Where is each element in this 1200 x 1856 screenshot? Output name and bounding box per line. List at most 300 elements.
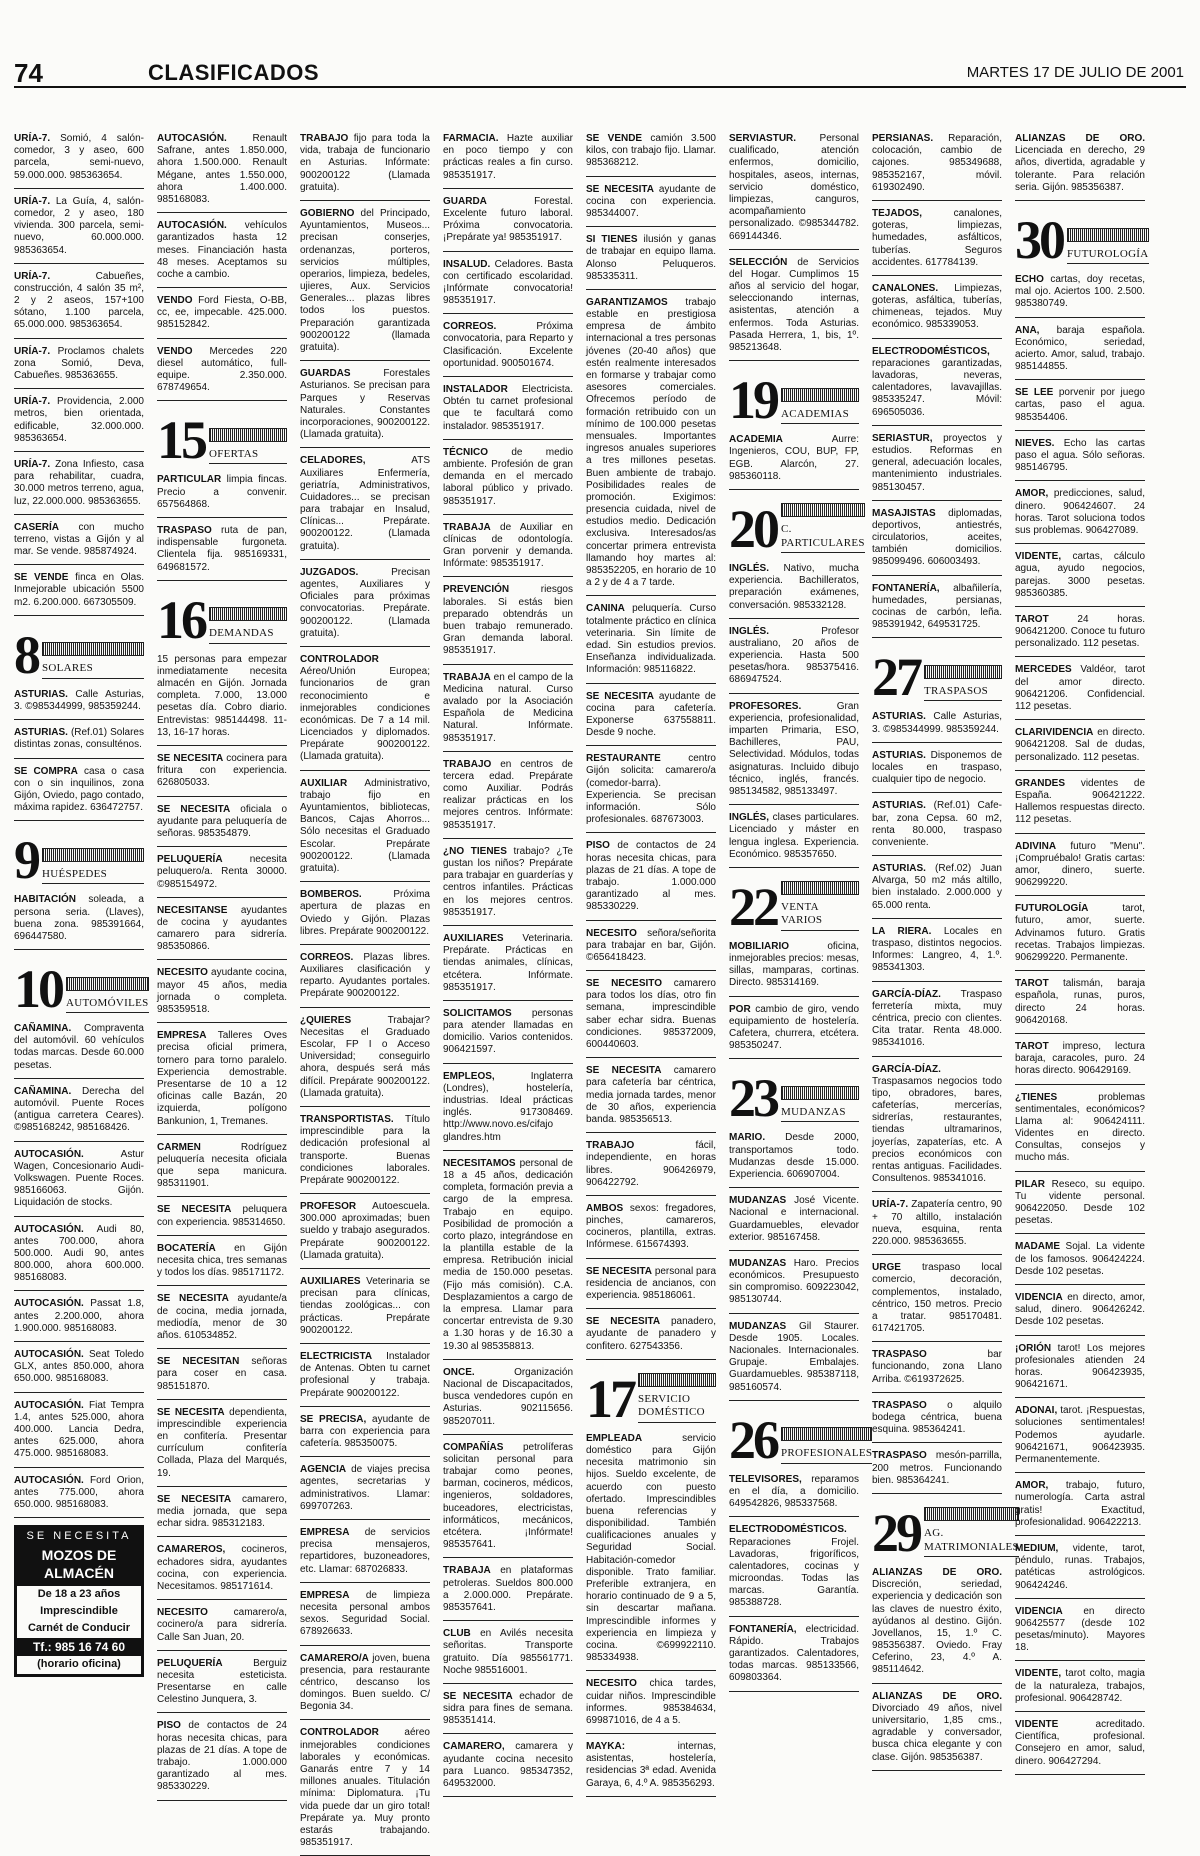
ad-keyword: MUDANZAS	[729, 1195, 787, 1207]
ad-keyword: MEDIUM,	[1015, 1542, 1059, 1554]
ad-keyword: ECHO	[1015, 273, 1044, 285]
ad-text: 15 personas para empezar inmediatamente necesita almacén en Gijón. Jornada completa. 7.000, 13.000 pesetas día. Cobro diario. Entrevistas: 985144498. 11-13, 16-17 horas.	[157, 653, 287, 738]
ad-keyword: CORREOS.	[443, 321, 497, 333]
ad-keyword: SE NECESITA	[586, 1316, 661, 1328]
classified-ad	[157, 220, 287, 288]
ad-keyword: AUTOCASIÓN.	[14, 1223, 84, 1235]
classified-ad	[586, 184, 716, 228]
ad-text: ATS Auxiliares Enfermería, geriatría, Administrativos, Cuidadores... se precisan para trabajar en Insalud, Clínicas... Prepárate. 900200122. (Llamada gratuita).	[300, 455, 430, 552]
ad-keyword: AUTOCASIÓN.	[14, 1474, 84, 1486]
section-name: AUTOMÓVILES	[66, 997, 149, 1013]
classified-ad	[443, 1367, 573, 1435]
classified-ad	[872, 1349, 1002, 1393]
section-name: SOLARES	[42, 662, 144, 678]
ad-keyword: TRABAJO	[443, 758, 492, 770]
classified-ad	[872, 800, 1002, 856]
ad-keyword: CANALONES.	[872, 282, 939, 294]
classified-ad	[157, 346, 287, 402]
ad-text: Compraventa del automóvil. 60 vehículos todas marcas. Desde 60.000 pesetas.	[14, 1023, 144, 1071]
classified-ad	[443, 196, 573, 252]
ad-text: personal para residencia de ancianos, con experiencia. 985186061.	[586, 1265, 717, 1301]
classified-ad	[443, 384, 573, 440]
classified-ad	[300, 1351, 430, 1407]
ad-text: trabajo? ¿Te gustan los niños? Prepárate para trabajar en guarderías y centros infantiles. Prácticas en los mejores centros. 985351917.	[443, 845, 573, 918]
ad-text: Echo las cartas paso el agua. Sólo señoras. 985146795.	[1015, 437, 1145, 474]
ad-text: de contactos de 24 horas necesita chicas, para plazas de 21 días. A tope de trabajo. 1.000.000 garantizado al mes. 985330229.	[157, 1720, 287, 1793]
ad-text: en plataformas petroleras. Sueldos 800.000 a 2.000.000. Prepárate. 985357641.	[443, 1565, 573, 1613]
classified-ad	[1015, 1179, 1145, 1235]
ad-text: trabajo estable en prestigiosa empresa de ámbito internacional a tres personas jóvenes (20-40 años) que estén realmente interesados en formarse y trabajar como asesores comerciales. Ofrecemos período de formación retribuido con un mínimo de 100.000 pesetas mensuales. Importantes ingresos anuales superiores a tres millones pesetas. Buen ambiente de trabajo. Posibilidades reales de promoción. Exigimos: presencia cuidada, nivel de estudios medio. Dedicación exclusiva. Interesados/as concertar primera entrevista llamando hoy martes al: 985352205, en horario de 10 a 2 y de 4 a 7 tarde.	[586, 296, 716, 589]
ad-text: (Ref.02) Juan Alvarga, 50 m2 más altillo, bien instalado. 2.000.000 y 65.000 renta.	[872, 863, 1002, 911]
ad-keyword: MARIO.	[729, 1132, 766, 1144]
classified-ad	[300, 1527, 430, 1583]
classified-ad	[586, 1140, 716, 1196]
ad-keyword: AUXILIAR	[300, 777, 348, 789]
classified-ad	[300, 567, 430, 647]
ad-text: Ford Orion, antes 775.000, ahora 650.000. 985168083.	[14, 1474, 144, 1510]
ad-text: bar funcionando, zona Llano Arriba. ©619372625.	[872, 1349, 1002, 1385]
ad-keyword: GARCÍA-DÍAZ.	[872, 1063, 941, 1075]
classified-ad	[14, 1349, 144, 1393]
classified-ad	[14, 346, 144, 390]
classified-ad	[1015, 1719, 1145, 1775]
ad-text: de limpieza necesita personal ambos sexos. Seguridad Social. 678926633.	[300, 1589, 430, 1638]
ad-keyword: ALIANZAS DE ORO.	[1015, 133, 1145, 144]
ad-keyword: PERSIANAS.	[872, 133, 934, 144]
ad-text: ruta de pan, indispensable furgoneta. Clientela fija. 985169331, 649681572.	[157, 524, 288, 573]
classified-ad	[586, 753, 716, 833]
classified-ad	[1015, 727, 1145, 771]
classified-ad	[1015, 664, 1145, 720]
ad-text: tarot colto, magia de la naturaleza, trabajos, profesional. 906428742.	[1015, 1668, 1145, 1704]
classified-ad	[443, 933, 573, 1001]
classified-ad	[14, 1475, 144, 1519]
ad-keyword: SE LEE	[1015, 387, 1054, 399]
classified-ad	[872, 711, 1002, 742]
section-number: 10	[14, 959, 62, 1020]
ad-text: (Ref.01) Solares distintas zonas, consulténos.	[14, 727, 144, 751]
classified-ad	[14, 727, 144, 758]
classified-ad	[300, 1727, 430, 1856]
section-header	[1015, 208, 1149, 270]
ad-text: Seat Toledo GLX, antes 850.000, ahora 650.000. 985168083.	[14, 1349, 144, 1385]
section-header	[14, 623, 144, 685]
display-ad-line: SE NECESITA	[17, 1528, 141, 1545]
classified-ad	[1015, 1405, 1145, 1473]
section-number: 26	[729, 1409, 777, 1470]
section-header	[729, 497, 865, 559]
ad-keyword: ONCE.	[443, 1366, 475, 1378]
classified-ad	[1015, 903, 1145, 971]
ad-keyword: SI TIENES	[586, 234, 638, 246]
classified-ad	[300, 1201, 430, 1269]
ad-text: camarero/a, cocinero/a para sidrería. Calle San Juan, 20.	[157, 1607, 287, 1643]
classified-ad	[443, 133, 573, 189]
ad-keyword: NECESITO	[157, 1607, 208, 1619]
section-number: 22	[729, 876, 777, 937]
ad-text: ayudante de cocina con experiencia. 985344007.	[586, 183, 716, 219]
ad-text: limpia fincas. Precio a convenir. 657564868.	[157, 474, 287, 510]
classified-ad	[157, 295, 287, 339]
classified-ad	[157, 654, 287, 746]
classified-ad	[1015, 325, 1145, 381]
ad-text: Derecha del automóvil. Puente Roces (antigua carretera Ceares). ©985168242, 985168426.	[14, 1085, 145, 1134]
section-number: 23	[729, 1068, 777, 1129]
ad-text: proyectos y estudios. Reformas en general, adecuación locales, mantenimiento industriales. 985130457.	[872, 432, 1002, 493]
classified-ad	[729, 1258, 859, 1314]
ad-text: en directo, amor, salud, dinero. 906426242. Desde 102 pesetas.	[1015, 1291, 1146, 1328]
ad-keyword: EMPRESA	[157, 1030, 207, 1042]
section-tab	[66, 977, 149, 991]
section-heading	[209, 428, 287, 464]
classified-ad	[157, 804, 287, 848]
ad-text: Traspaso ferretería mixta, muy céntrica, precio con clientes. Cita tratar. Renta 48.000. 985341016.	[872, 988, 1002, 1049]
section-name: PROFESIONALES	[781, 1447, 872, 1463]
ad-keyword: TRASPASO	[157, 524, 212, 536]
classified-ad	[14, 1224, 144, 1292]
ad-keyword: URÍA-7.	[14, 195, 51, 207]
classified-ad	[872, 1262, 1002, 1342]
ad-text: centro Gijón solicita: camarero/a (comedor-barra). Experiencia. Se precisan información. Sólo profesionales. 687673003.	[586, 753, 716, 826]
classified-ad	[300, 1590, 430, 1646]
classified-ad	[1015, 387, 1145, 431]
ad-keyword: PELUQUERÍA	[157, 1657, 223, 1669]
section-heading	[924, 665, 1002, 701]
ad-keyword: SE NECESITAN	[157, 1356, 240, 1368]
ad-text: petrolíferas solicitan personal para trabajar como peones, barman, cocineros, médicos, ingenieros, soldadores, buceadores, electricistas, informáticos, mecánicos, etcétera. ¡Infórmate! 985357641.	[443, 1441, 573, 1551]
classified-ad	[300, 1276, 430, 1344]
ad-keyword: SERIASTUR,	[872, 432, 933, 444]
section-header	[14, 957, 149, 1020]
ad-keyword: ASTURIAS.	[872, 749, 926, 761]
section-header	[157, 588, 287, 650]
classified-ad	[729, 1624, 859, 1692]
classified-ad	[872, 863, 1002, 919]
ad-text: fijo para toda la vida, trabaja de funcionario en Asturias. Infórmate: 900200122 (Llamada gratuita).	[300, 133, 430, 193]
section-tab	[42, 848, 144, 862]
ad-text: Plazas libres. Auxiliares clasificación y reparto. Ayudantes portales. Prepárate 900200122.	[300, 951, 430, 1000]
section-heading	[638, 1373, 716, 1423]
section-name: VENTA VARIOS	[781, 901, 859, 931]
ad-text: soleada, a persona seria. (Llaves), buena zona. 985391664, 696447580.	[14, 894, 144, 942]
ad-text: Trabajar? Necesitas el Graduado Escolar, FP I o Acceso Universidad; conseguirlo ahora, después será más difícil. Prepárate 900200122. (Llamada gratuita).	[300, 1014, 430, 1099]
ad-text: videntes de España. 906421222. Hallemos respuestas directo. 112 pesetas.	[1015, 777, 1145, 826]
ad-keyword: TELEVISORES,	[729, 1473, 802, 1485]
ad-text: personal de 18 a 45 años, dedicación completa, formación previa a cargo de la empresa. Trabajo en equipo. Posibilidad de promoción a corto plazo, integrándose en la plantilla estable de la empresa. Retribución inicial media de 150.000 pesetas. (Fijo más comisión). C.A. Desplazamientos a cargo de la empresa. Llamar para concertar entrevista de 9.30 a 1.30 horas y de 16.30 a 19.30 al 985358813.	[443, 1157, 573, 1352]
ad-keyword: AUTOCASIÓN.	[14, 1298, 84, 1310]
classified-ad	[586, 1433, 716, 1672]
ad-keyword: AMBOS	[586, 1202, 624, 1214]
ad-text: baraja española. Económico, seriedad, acierto. Amor, salud, trabajo. 985144855.	[1015, 324, 1145, 373]
classified-ad	[300, 133, 430, 201]
section-heading	[209, 607, 287, 643]
classified-ad	[157, 1720, 287, 1800]
classified-ad	[157, 1204, 287, 1235]
ad-text: 24 horas. 906421200. Conoce tu futuro personalizado. 112 pesetas.	[1015, 613, 1145, 650]
ad-text: Cabueñes, construcción, 4 salón 35 m², 2 y 2 aseos, 157+100 sótano, 1.100 parcela, 65.000.000. 985363654.	[14, 270, 144, 331]
ad-keyword: EMPRESA	[300, 1589, 350, 1601]
ad-keyword: URÍA-7.	[14, 270, 51, 282]
ad-text: en Avilés necesita señoritas. Transporte gratuito. Día 985561771. Noche 985516001.	[443, 1628, 574, 1676]
ad-text: de viajes precisa agentes, secretarias y administrativos. Llamar: 699707263.	[300, 1464, 430, 1512]
classified-ad	[586, 840, 716, 920]
ad-keyword: VENDO	[157, 345, 193, 357]
classified-ad	[872, 283, 1002, 339]
ad-keyword: CAMARERO,	[443, 1741, 505, 1753]
page-number: 74	[14, 58, 43, 88]
ad-text: La Guía, 4, salón-comedor, 2 y aseo, 180 vivienda. 300 parcela, semi-nuevo, 60.000.000. 985363654.	[14, 195, 144, 256]
section-header	[729, 368, 859, 431]
classified-ad	[443, 1691, 573, 1735]
ad-keyword: GARANTIZAMOS	[586, 296, 668, 308]
ad-text: vehículos garantizados hasta 12 meses. Financiación hasta 48 meses. Aceptamos su coche a cambio.	[157, 220, 287, 280]
ad-text: de medio ambiente. Profesión de gran demanda en el mercado laboral público y privado. 985351917.	[443, 446, 574, 507]
ad-keyword: URGE	[872, 1262, 901, 1274]
classified-ad	[14, 133, 144, 189]
ad-text: mesón-parrilla, 200 metros. Funcionando bien. 985364241.	[872, 1450, 1002, 1486]
ad-text: Sojal. La vidente de los famosos. 906424224. Desde 102 pesetas.	[1015, 1241, 1145, 1277]
ad-text: Administrativo, trabajo fijo en Ayuntamientos, bibliotecas, Bancos, Cajas Ahorros... Sólo necesitas el Graduado Escolar. Prepárate 900200122. (Llamada gratuita).	[300, 777, 430, 874]
classified-ad	[872, 1450, 1002, 1494]
ad-keyword: SE NECESITA	[443, 1690, 513, 1702]
classified-ad	[300, 654, 430, 771]
section-heading	[781, 881, 859, 931]
ad-text: Mercedes 220 diesel automático, full-equipe. 2.350.000. 678749654.	[157, 345, 287, 394]
section-tab	[924, 665, 1002, 679]
section-name: DEMANDAS	[209, 627, 287, 643]
ad-text: Somió, 4 salón-comedor, 3 y aseo, 600 parcela, semi-nuevo, 59.000.000. 985363654.	[14, 133, 144, 181]
ad-keyword: INSTALADOR	[443, 384, 508, 395]
section-tab	[781, 881, 859, 895]
ad-keyword: ¿NO TIENES	[443, 845, 507, 857]
ad-keyword: AMOR,	[1015, 488, 1049, 500]
classified-ad	[300, 1653, 430, 1721]
classified-ad	[14, 1298, 144, 1342]
ad-keyword: SE PRECISA,	[300, 1413, 367, 1425]
ad-text: Aéreo/Unión Europea; funcionarios de gran reconocimiento e inmejorables condiciones económicas. De 7 a 14 mil. Licenciados y diplomados. Prepárate 900200122. (Llamada gratuita).	[300, 666, 430, 763]
classified-ad	[14, 459, 144, 515]
ad-keyword: NECESITAMOS	[443, 1157, 516, 1169]
ad-keyword: SE NECESITA	[157, 1293, 229, 1305]
classified-ad	[1015, 488, 1145, 544]
classified-ad	[14, 572, 144, 616]
classified-ad	[300, 1464, 430, 1520]
ad-text: Electricista. Obtén tu carnet profesional que te facultará como instalador. 985351917.	[443, 384, 573, 432]
ad-text: de Servicios del Hogar. Cumplimos 15 años al servicio del hogar, seleccionando internas, asistentas, atención a enfermos. Toda Asturias. Pasada Herrera, 1, bis, 1º. 985213648.	[729, 256, 859, 353]
classified-ad	[1015, 274, 1145, 318]
ad-text: Veterinaria. Prepárate. Prácticas en tiendas animales, clínicas, etcétera. Infórmate. 985351917.	[443, 932, 573, 993]
section-name: TRASPASOS	[924, 685, 1002, 701]
ad-keyword: TAROT	[1015, 1040, 1049, 1052]
ad-text: Providencia, 2.000 metros, bien orientada, edificable, 32.000.000. 985363654.	[14, 396, 144, 444]
classified-ad	[14, 1086, 144, 1142]
ad-text: Locales en traspaso, distintos negocios. Informes: Langreo, 4, 1.º. 985341303.	[872, 925, 1002, 974]
ad-keyword: PISO	[586, 840, 610, 852]
classified-ad	[300, 208, 430, 361]
ad-keyword: ASTURIAS.	[872, 863, 926, 875]
ad-keyword: SE NECESITA	[157, 1204, 232, 1216]
ad-text: en Gijón necesita chica, tres semanas y todos los días. 985171172.	[157, 1242, 288, 1279]
ad-text: Personal cualificado, atención enfermos, domicilio, hospitales, aseos, internas, servicio doméstico, limpiezas, canguros, acompañamiento personalizado. ©985344782. 669144346.	[729, 133, 859, 242]
ad-text: finca en Olas. Inmejorable ubicación 5500 m2. 6.200.000. 667305509.	[14, 572, 144, 608]
ad-keyword: VIDENTE,	[1015, 1668, 1062, 1680]
section-number: 8	[14, 624, 38, 685]
classified-ad	[443, 672, 573, 752]
ad-keyword: INGLÉS.	[729, 562, 770, 574]
classified-ad	[443, 447, 573, 515]
ad-keyword: TRASPASO	[872, 1399, 927, 1411]
ad-keyword: MASAJISTAS	[872, 507, 936, 519]
ad-keyword: ALIANZAS DE ORO.	[872, 1690, 1002, 1702]
ad-keyword: CONTROLADOR	[300, 1727, 379, 1739]
ad-keyword: ACADEMIA	[729, 434, 783, 446]
classified-ad	[729, 1524, 859, 1616]
ad-text: en centros de tercera edad. Prepárate como Auxiliar. Podrás realizar prácticas en los mejores centros. Infórmate: 985351917.	[443, 758, 573, 831]
section-header	[586, 1367, 716, 1429]
classified-ad	[872, 989, 1002, 1057]
classified-ad	[872, 208, 1002, 276]
ad-text: Disponemos de locales en traspaso, cualquier tipo de negocio.	[872, 749, 1003, 786]
ad-text: Astur Wagen, Concesionario Audi-Volkswagen. Puente Roces. 985166063. Gijón. Liquidación de stocks.	[14, 1148, 144, 1209]
ad-keyword: ¿TIENES	[1015, 1091, 1058, 1103]
section-heading	[781, 1086, 859, 1122]
classified-ad	[157, 1243, 287, 1287]
ad-keyword: PREVENCIÓN	[443, 584, 510, 596]
classified-ad	[14, 522, 144, 566]
section-number: 15	[157, 410, 205, 471]
ad-keyword: VIDENTE,	[1015, 551, 1062, 563]
ad-text: porvenir por juego cartas, paso el agua. 985354406.	[1015, 387, 1145, 423]
classified-ad	[157, 1407, 287, 1487]
section-name: HUÉSPEDES	[42, 868, 144, 884]
ad-keyword: SE VENDE	[14, 572, 69, 584]
classifieds-column	[443, 133, 574, 1789]
ad-text: predicciones, salud, dinero. 906424607. 24 horas. Tarot soluciona todos sus problemas. 906427089.	[1015, 488, 1146, 536]
classified-ad	[157, 133, 287, 213]
ad-text: camión 3.500 kilos, con trabajo fijo. Llamar. 985368212.	[586, 133, 716, 169]
section-name: MUDANZAS	[781, 1106, 859, 1122]
ad-keyword: ELECTRODOMÉSTICOS,	[872, 345, 990, 357]
ad-text: problemas sentimentales, económicos? Llama al: 906424111. Videntes en directo. Consultas, consejos y mucho más.	[1015, 1091, 1145, 1164]
ad-keyword: TRABAJA	[443, 1565, 491, 1577]
ad-text: futuro "Menu". ¡Compruébalo! Gratis cartas: amor, dinero, suerte. 906299220.	[1015, 840, 1145, 889]
ad-keyword: AUTOCASIÓN.	[157, 220, 227, 232]
ad-keyword: ASTURIAS.	[14, 688, 68, 700]
classifieds-column	[1015, 133, 1149, 1767]
classified-ad	[586, 1741, 716, 1797]
ad-text: Profesor australiano, 20 años de experiencia. Hasta 500 pesetas/hora. 985375416. 686947524.	[729, 625, 859, 686]
classifieds-column	[300, 133, 431, 1849]
ad-keyword: PARTICULAR	[157, 474, 222, 486]
ad-text: peluquera con experiencia. 985314650.	[157, 1204, 288, 1228]
ad-keyword: TAROT	[1015, 978, 1049, 990]
classified-ad	[157, 753, 287, 797]
ad-keyword: ADIVINA	[1015, 840, 1057, 852]
classified-ad	[443, 1741, 573, 1797]
ad-text: tarot, futuro, amor, suerte. Advinamos futuro. Gratis recetas. Trabajos limpiezas. 906299220. Permanente.	[1015, 903, 1145, 963]
ad-keyword: VENDO	[157, 295, 193, 307]
ad-text: Próxima convocatoria, para Reparto y Clasificación. Excelente oportunidad. 900501674.	[443, 321, 573, 369]
ad-keyword: HABITACIÓN	[14, 894, 77, 906]
classified-ad	[300, 1414, 430, 1458]
ad-keyword: INGLÉS.	[729, 625, 770, 637]
ad-keyword: CAÑAMINA.	[14, 1085, 72, 1097]
ad-text: electricidad. Rápido. Trabajos garantizados. Calentadores, todas marcas. 985133566, 609803364.	[729, 1623, 859, 1684]
classified-ad	[1015, 1343, 1145, 1399]
ad-text: Berguiz necesita esteticista. Presentarse en calle Celestino Junquera, 3.	[157, 1657, 287, 1706]
ad-keyword: URÍA-7.	[14, 396, 51, 408]
section-tab	[638, 1373, 716, 1387]
section-heading	[1067, 228, 1149, 264]
ad-keyword: MAYKA:	[586, 1741, 626, 1753]
classified-ad	[300, 1114, 430, 1194]
classified-ad	[872, 1064, 1002, 1193]
ad-keyword: GRANDES	[1015, 777, 1066, 789]
section-tab	[781, 1086, 859, 1100]
ad-text: tarot! Los mejores profesionales atienden 24 horas. 906423935, 906421671.	[1015, 1342, 1145, 1391]
ad-text: casa o casa con o sin inquilinos, zona Gijón, Oviedo, pago contado, máxima rapidez. 636472757.	[14, 765, 145, 814]
ad-text: Traspasamos negocios todo tipo, obradores, bares, cafeterías, mercerías, sidrerías, restaurantes, tiendas ultramarinos, joyerías, zapaterías, etc. A precios económicos con rentas antiguas. Facilidades. Consultenos. 985341016.	[872, 1075, 1002, 1185]
classified-ad	[157, 1356, 287, 1400]
ad-keyword: INGLÉS,	[729, 812, 770, 824]
section-number: 17	[586, 1368, 634, 1429]
ad-text: camarero para todos los días, otro fin semana, imprescindible saber echar sidra. Buenas condiciones. 985372009, 600440603.	[586, 978, 716, 1050]
classified-ad	[14, 196, 144, 264]
classified-ad	[300, 889, 430, 945]
section-heading	[42, 848, 144, 884]
ad-text: Calle Asturias, 3. ©985344999. 985359244.	[872, 711, 1003, 735]
classified-ad	[1015, 1668, 1145, 1712]
classified-ad	[443, 1628, 573, 1684]
ad-text: ayudante cocina, mayor 45 años, media jornada o completa. 985359518.	[157, 967, 287, 1015]
ad-keyword: PILAR	[1015, 1178, 1045, 1190]
classified-ad	[14, 1149, 144, 1217]
ad-keyword: ELECTRODOMÉSTICOS.	[729, 1524, 847, 1536]
classified-ad	[443, 1071, 573, 1151]
ad-text: Discreción, seriedad, experiencia y dedicación son las claves de nuestro éxito, ayúdanos al destino. Gijón. Jovellanos, 15, 1.º C. 985356387. Oviedo. Fray Ceferino, 23, 4.º A. 985114642.	[872, 1579, 1002, 1676]
classified-ad	[586, 234, 716, 290]
classifieds-column	[14, 133, 149, 1671]
classified-ad	[443, 522, 573, 578]
ad-text: reparamos en el día, a domicilio. 649542826, 985337568.	[729, 1473, 859, 1510]
ad-keyword: JUZGADOS.	[300, 566, 359, 578]
ad-keyword: SE VENDE	[586, 133, 643, 144]
ad-keyword: PROFESOR	[300, 1201, 357, 1213]
section-header	[157, 408, 287, 471]
ad-text: Nativo, mucha experiencia. Bachilleratos, preparación exámenes, conversación. 985332128.	[729, 562, 859, 611]
classified-ad	[157, 1293, 287, 1349]
section-name: C. PARTICULARES	[781, 523, 865, 553]
section-number: 20	[729, 498, 777, 559]
ad-text: sexos: fregadores, pinches, camareros, cocineros, plantilla, extras. Infórmese. 615674393.	[586, 1202, 716, 1251]
classified-ad	[1015, 978, 1145, 1034]
ad-text: impreso, lectura baraja, caracoles, puro. 24 horas directo. 906429169.	[1015, 1040, 1145, 1077]
classified-ad	[729, 626, 859, 694]
classified-ad	[300, 455, 430, 560]
classified-ad	[586, 978, 716, 1058]
ad-text: con mucho terreno, vistas a Gijón y al mar. Se vende. 985874924.	[14, 521, 144, 558]
ad-keyword: TAROT	[1015, 613, 1049, 625]
ad-keyword: NIEVES.	[1015, 437, 1055, 449]
ad-keyword: ¿QUIERES	[300, 1014, 352, 1026]
classified-ad	[729, 812, 859, 868]
ad-keyword: ASTURIAS.	[14, 727, 68, 739]
classified-ad	[729, 1132, 859, 1188]
ad-keyword: SE NECESITA	[586, 1265, 652, 1277]
ad-text: traspaso local comercio, decoración, complementos, instalado, céntrico, 150 metros. Precio a tratar. 985170481. 617421705.	[872, 1262, 1003, 1335]
ad-text: cartas, doy recetas, mal ojo. Aciertos 100. 2.500. 985380749.	[1015, 273, 1146, 310]
ad-text: Autoescuela. 300.000 aproximadas; buen sueldo y trabajo asegurados. Prepárate 900200122. (Llamada gratuita).	[300, 1201, 430, 1261]
